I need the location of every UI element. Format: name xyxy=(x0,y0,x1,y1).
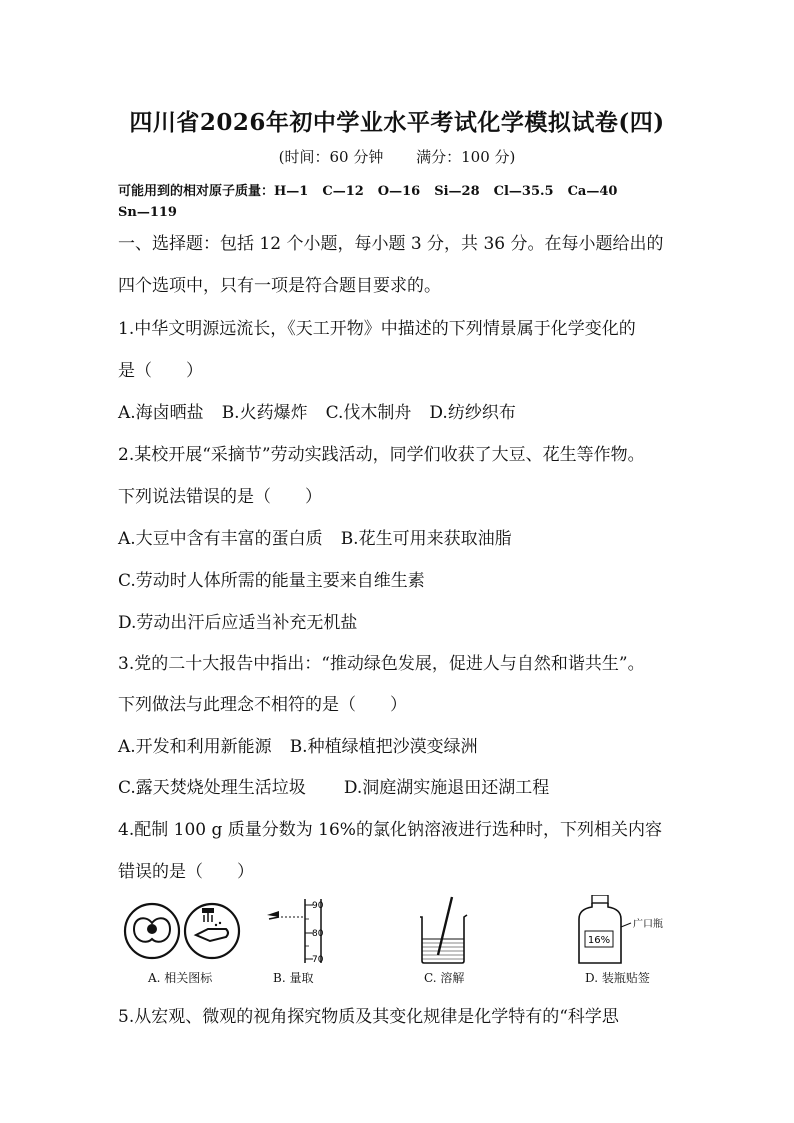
beaker-stirring xyxy=(414,895,474,967)
section-heading-line2: 四个选项中，只有一项是符合题目要求的。 xyxy=(118,276,441,296)
atomic-masses-label: 可能用到的相对原子质量： xyxy=(118,184,275,199)
figure-c xyxy=(414,895,474,985)
question-2-stem-cont: 下列说法错误的是（ ） xyxy=(118,487,322,507)
section-heading-line1: 一、选择题：包括 12 个小题，每小题 3 分，共 36 分。在每小题给出的 xyxy=(118,234,664,254)
question-3-stem: 3.党的二十大报告中指出：“推动绿色发展，促进人与自然和谐共生”。 xyxy=(118,654,645,674)
option-c: C.露天焚烧处理生活垃圾 xyxy=(118,778,306,798)
tick-90: 90 xyxy=(312,901,324,911)
figure-a xyxy=(122,895,242,985)
question-3-stem-cont: 下列做法与此理念不相符的是（ ） xyxy=(118,695,407,715)
option-d: D.纺纱织布 xyxy=(429,403,516,423)
option-d: D.洞庭湖实施退田还湖工程 xyxy=(343,778,550,798)
figure-c-caption: C. 溶解 xyxy=(424,971,465,985)
figure-a-caption: A. 相关图标 xyxy=(148,971,213,985)
tick-80: 80 xyxy=(312,929,324,939)
question-5-stem: 5.从宏观、微观的视角探究物质及其变化规律是化学特有的“科学思 xyxy=(118,1007,619,1027)
exam-subtitle xyxy=(0,146,794,167)
exam-score: 满分：100 分) xyxy=(416,148,516,166)
question-3-options-cd xyxy=(118,773,567,798)
option-a: A.海卤晒盐 xyxy=(118,403,204,423)
option-a: A.大豆中含有丰富的蛋白质 xyxy=(118,529,323,549)
figure-d-caption: D. 装瓶贴签 xyxy=(585,971,650,985)
question-1-stem-cont: 是（ ） xyxy=(118,361,203,381)
question-2-stem: 2.某校开展“采摘节”劳动实践活动，同学们收获了大豆、花生等作物。 xyxy=(118,445,645,465)
mass-item: O—16 xyxy=(377,184,421,199)
mass-item: Ca—40 xyxy=(567,184,618,199)
option-b: B.花生可用来获取油脂 xyxy=(340,529,512,549)
labeled-bottle xyxy=(573,895,693,967)
figure-d xyxy=(573,895,693,985)
question-1-options xyxy=(118,398,534,423)
mass-item: Si—28 xyxy=(434,184,480,199)
mass-item: C—12 xyxy=(322,184,364,199)
question-3-options-ab xyxy=(118,732,496,757)
atomic-masses xyxy=(118,181,688,223)
question-2-options-ab xyxy=(118,524,530,549)
mass-item: H—1 xyxy=(274,184,309,199)
question-4-stem-cont: 错误的是（ ） xyxy=(118,862,254,882)
question-2-option-d: D.劳动出汗后应适当补充无机盐 xyxy=(118,613,358,633)
cylinder-reading xyxy=(263,895,363,967)
question-4-stem: 4.配制 100 g 质量分数为 16%的氯化钠溶液进行选种时，下列相关内容 xyxy=(118,820,662,840)
question-4-figures xyxy=(118,895,698,990)
exam-title: 四川省2026年初中学业水平考试化学模拟试卷(四) xyxy=(129,109,665,136)
option-c: C.伐木制舟 xyxy=(325,403,412,423)
option-b: B.火药爆炸 xyxy=(221,403,308,423)
bottle-note: 广口瓶 xyxy=(633,919,663,930)
figure-b xyxy=(263,895,363,985)
mass-item: Cl—35.5 xyxy=(493,184,554,199)
bottle-label: 16% xyxy=(587,935,611,946)
option-b: B.种植绿植把沙漠变绿洲 xyxy=(289,737,478,757)
question-2-option-c: C.劳动时人体所需的能量主要来自维生素 xyxy=(118,571,425,591)
exam-time: (时间：60 分钟 xyxy=(278,148,384,166)
mass-item: Sn—119 xyxy=(118,205,177,220)
tick-70: 70 xyxy=(312,955,324,965)
figure-b-caption: B. 量取 xyxy=(273,971,314,985)
safety-icons xyxy=(122,895,242,967)
option-a: A.开发和利用新能源 xyxy=(118,737,272,757)
question-1-stem: 1.中华文明源远流长，《天工开物》中描述的下列情景属于化学变化的 xyxy=(118,319,636,339)
